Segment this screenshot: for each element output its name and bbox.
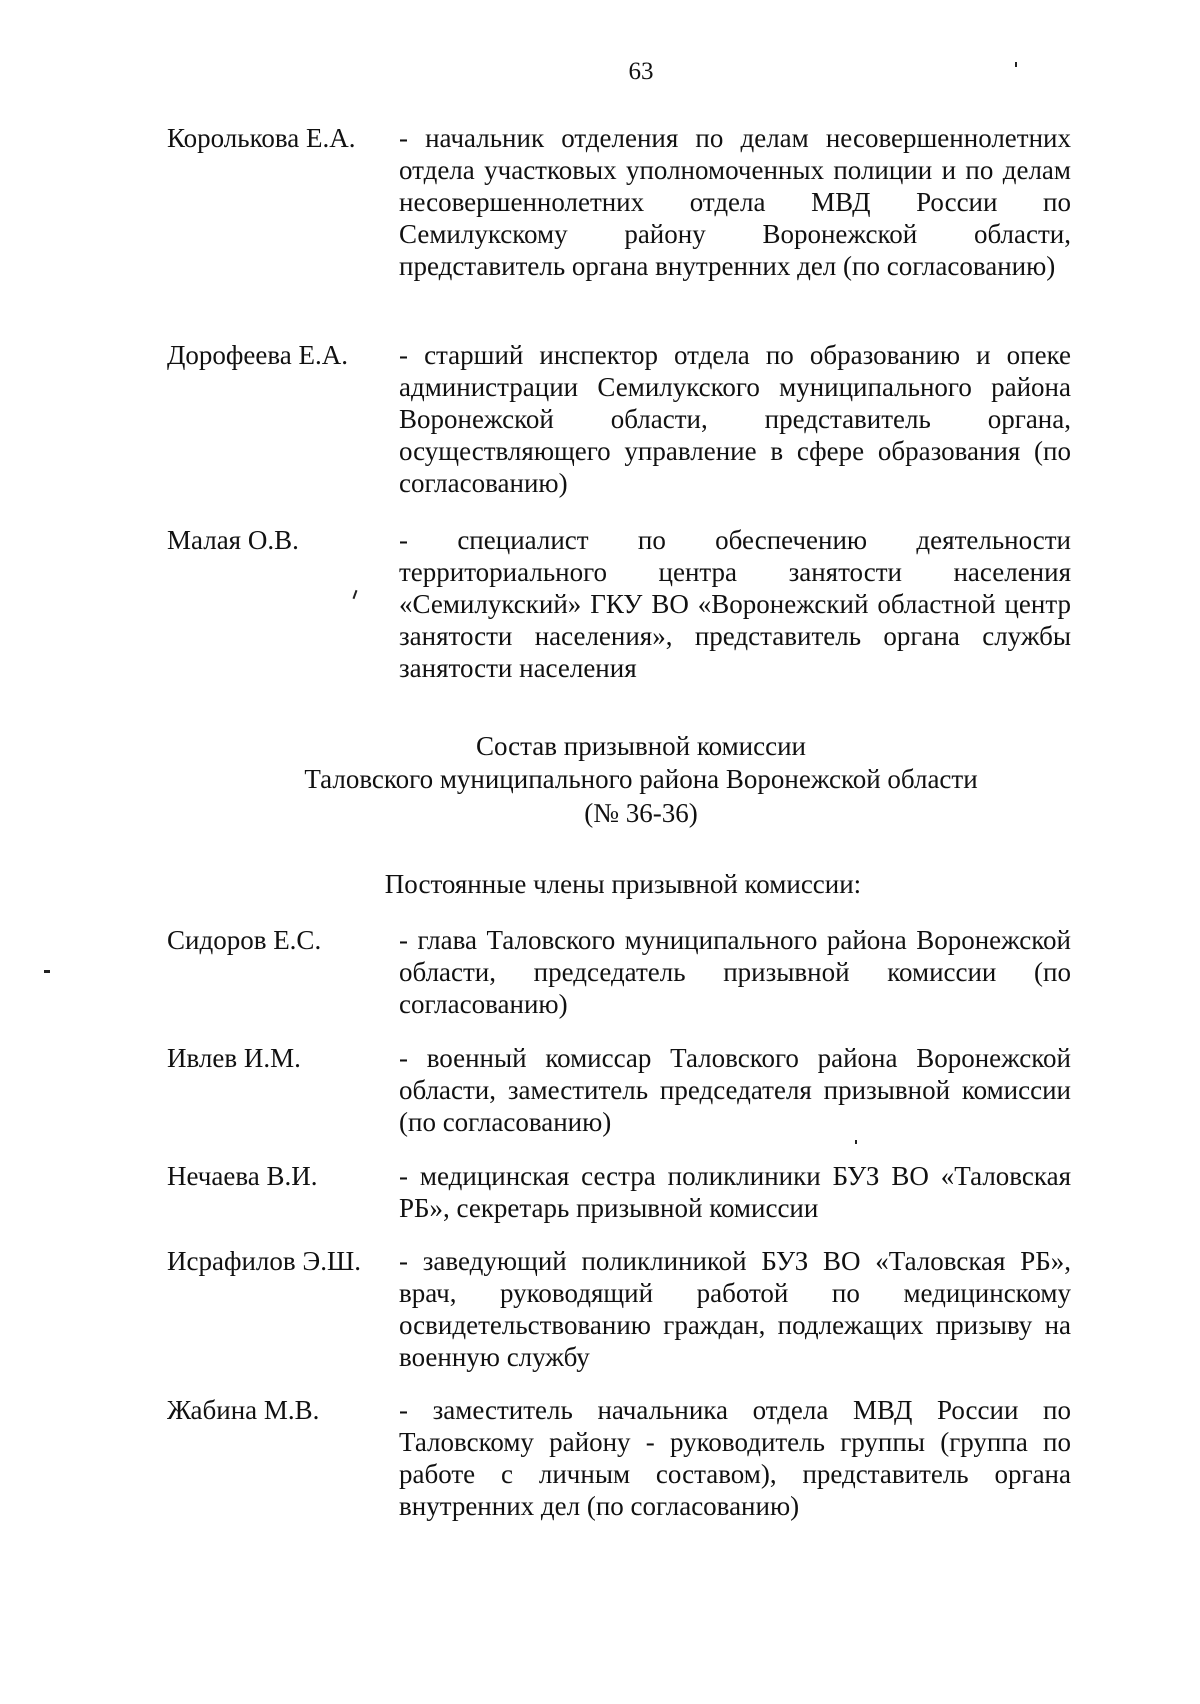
member-name: Малая О.В. (167, 525, 299, 555)
member-name: Исрафилов Э.Ш. (167, 1246, 361, 1276)
member-description: - военный комиссар Таловского района Воронежской области, заместитель председателя призывной комиссии (по согласованию) (399, 1043, 1071, 1137)
section-title-line: Состав призывной комиссии (475, 731, 806, 761)
member-name: Нечаева В.И. (167, 1161, 318, 1191)
member-description: - начальник отделения по делам несовершеннолетних отдела участковых уполномоченных полиции и по делам несовершеннолетних отдела МВД России по Семилукскому району Воронежской области, представитель органа внутренних дел (по согласованию) (399, 123, 1071, 281)
member-name: Жабина М.В. (167, 1395, 320, 1425)
scan-speck (44, 970, 50, 973)
scan-speck (855, 1140, 857, 1144)
member-name: Дорофеева Е.А. (167, 340, 348, 370)
member-description: - старший инспектор отдела по образованию и опеке администрации Семилукского муниципального района Воронежской области, представитель органа, осуществляющего управление в сфере образования (по согласованию) (399, 340, 1071, 498)
member-description: - медицинская сестра поликлиники БУЗ ВО «Таловская РБ», секретарь призывной комиссии (399, 1161, 1071, 1223)
section-title-line: Таловского муниципального района Воронежской области (304, 764, 978, 794)
member-name: Сидоров Е.С. (167, 925, 322, 955)
scan-speck (353, 590, 358, 599)
member-name: Ивлев И.М. (167, 1043, 301, 1073)
section-title-line: (№ 36-36) (584, 798, 698, 828)
member-description: - специалист по обеспечению деятельности территориального центра занятости населения «Семилукский» ГКУ ВО «Воронежский областной центр занятости населения», представитель органа службы занятости населения (399, 525, 1071, 683)
member-description: - заведующий поликлиникой БУЗ ВО «Таловская РБ», врач, руководящий работой по медицинскому освидетельствованию граждан, подлежащих призыву на военную службу (399, 1246, 1071, 1372)
scan-speck (1015, 62, 1017, 67)
section-subtitle: Постоянные члены призывной комиссии: (384, 869, 862, 899)
member-name: Королькова Е.А. (167, 123, 356, 153)
member-description: - глава Таловского муниципального района Воронежской области, председатель призывной комиссии (по согласованию) (399, 925, 1071, 1019)
member-description: - заместитель начальника отдела МВД России по Таловскому району - руководитель группы (группа по работе с личным составом), представитель органа внутренних дел (по согласованию) (399, 1395, 1071, 1521)
page-number: 63 (628, 58, 654, 85)
